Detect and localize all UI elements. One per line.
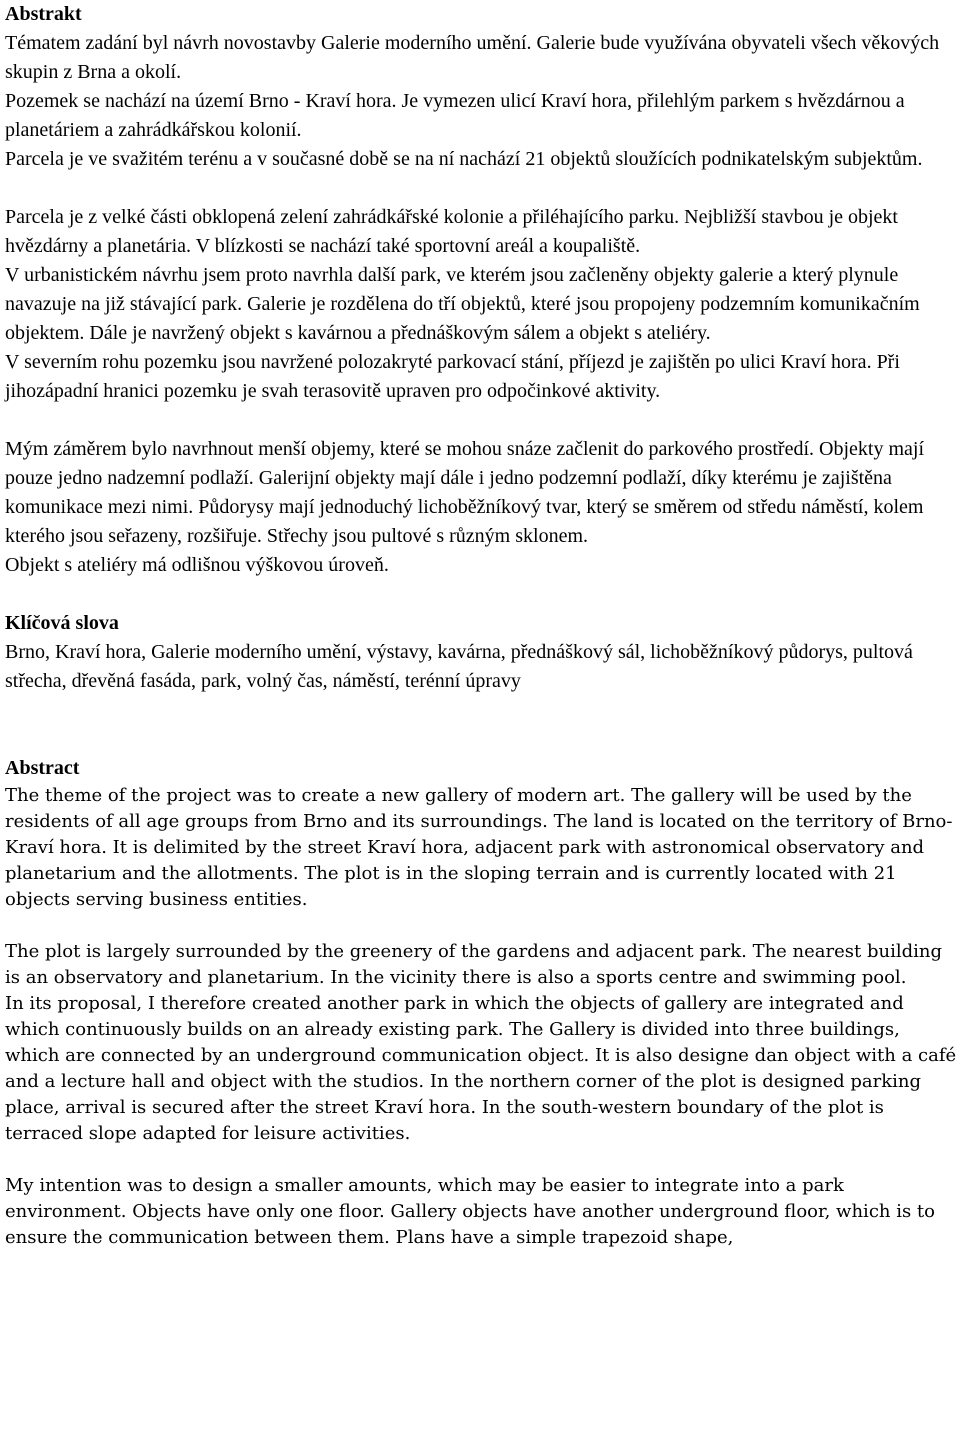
english-paragraph-1: The theme of the project was to create a new gallery of modern art. The gallery will be used by the residents of all age groups from Brno and its surroundings. The land is located on the territory of Brno-Kraví hora. It is delimited by the street Kraví hora, adjacent park with astronomical observatory and planetarium and the allotments. The plot is in the sloping terrain and is currently located with 21 objects serving business entities.: [5, 785, 953, 910]
czech-paragraph-2: Pozemek se nachází na území Brno - Kraví hora. Je vymezen ulicí Kraví hora, přilehlým parkem s hvězdárnou a planetáriem a zahrádkářskou kolonií.: [5, 90, 905, 141]
english-paragraph-4: My intention was to design a smaller amounts, which may be easier to integrate into a park environment. Objects have only one floor. Gallery objects have another underground floor, which is to ensure the communication between them. Plans have a simple trapezoid shape,: [5, 1175, 935, 1248]
czech-abstract-heading: Abstrakt: [5, 3, 82, 25]
paragraph-spacer: [5, 913, 957, 939]
czech-paragraph-5: V urbanistickém návrhu jsem proto navrhla další park, ve kterém jsou začleněny objekty galerie a který plynule navazuje na již stávající park. Galerie je rozdělena do tří objektů, které jsou propojeny podzemním komunikačním objektem. Dále je navržený objekt s kavárnou a přednáškovým sálem a objekt s ateliéry.: [5, 264, 920, 344]
section-spacer: [5, 696, 957, 754]
english-abstract-heading: Abstract: [5, 757, 80, 779]
czech-paragraph-3: Parcela je ve svažitém terénu a v současné době se na ní nachází 21 objektů sloužících podnikatelským subjektům.: [5, 148, 923, 170]
paragraph-spacer: [5, 174, 957, 203]
paragraph-spacer: [5, 580, 957, 609]
paragraph-spacer: [5, 1147, 957, 1173]
czech-paragraph-6: V severním rohu pozemku jsou navržené polozakryté parkovací stání, příjezd je zajištěn po ulici Kraví hora. Při jihozápadní hranici pozemku je svah terasovitě upraven pro odpočinkové aktivity.: [5, 351, 900, 402]
document-page: [5, 0, 957, 1251]
paragraph-spacer: [5, 406, 957, 435]
english-abstract-section: [5, 754, 957, 1251]
czech-paragraph-4: Parcela je z velké části obklopená zelení zahrádkářské kolonie a přiléhajícího parku. Nejbližší stavbou je objekt hvězdárny a planetária. V blízkosti se nachází také sportovní areál a koupaliště.: [5, 206, 898, 257]
keywords-text: Brno, Kraví hora, Galerie moderního umění, výstavy, kavárna, přednáškový sál, lichoběžníkový půdorys, pultová střecha, dřevěná fasáda, park, volný čas, náměstí, terénní úpravy: [5, 641, 913, 692]
english-paragraph-2: The plot is largely surrounded by the greenery of the gardens and adjacent park. The nearest building is an observatory and planetarium. In the vicinity there is also a sports centre and swimming pool.: [5, 941, 942, 988]
czech-paragraph-7: Mým záměrem bylo navrhnout menší objemy, které se mohou snáze začlenit do parkového prostředí. Objekty mají pouze jedno nadzemní podlaží. Galerijní objekty mají dále i jedno podzemní podlaží, díky kterému je zajištěna komunikace mezi nimi. Půdorysy mají jednoduchý lichoběžníkový tvar, který se směrem od středu náměstí, kolem kterého jsou seřazeny, rozšiřuje. Střechy jsou pultové s různým sklonem.: [5, 438, 925, 547]
czech-abstract-section: [5, 0, 957, 696]
czech-paragraph-1: Tématem zadání byl návrh novostavby Galerie moderního umění. Galerie bude využívána obyvateli všech věkových skupin z Brna a okolí.: [5, 32, 940, 83]
czech-paragraph-8: Objekt s ateliéry má odlišnou výškovou úroveň.: [5, 554, 389, 576]
english-paragraph-3: In its proposal, I therefore created another park in which the objects of gallery are integrated and which continuously builds on an already existing park. The Gallery is divided into three buildings, which are connected by an underground communication object. It is also designe dan object with a café and a lecture hall and object with the studios. In the northern corner of the plot is designed parking place, arrival is secured after the street Kraví hora. In the south-western boundary of the plot is terraced slope adapted for leisure activities.: [5, 993, 957, 1144]
keywords-heading: Klíčová slova: [5, 612, 119, 634]
